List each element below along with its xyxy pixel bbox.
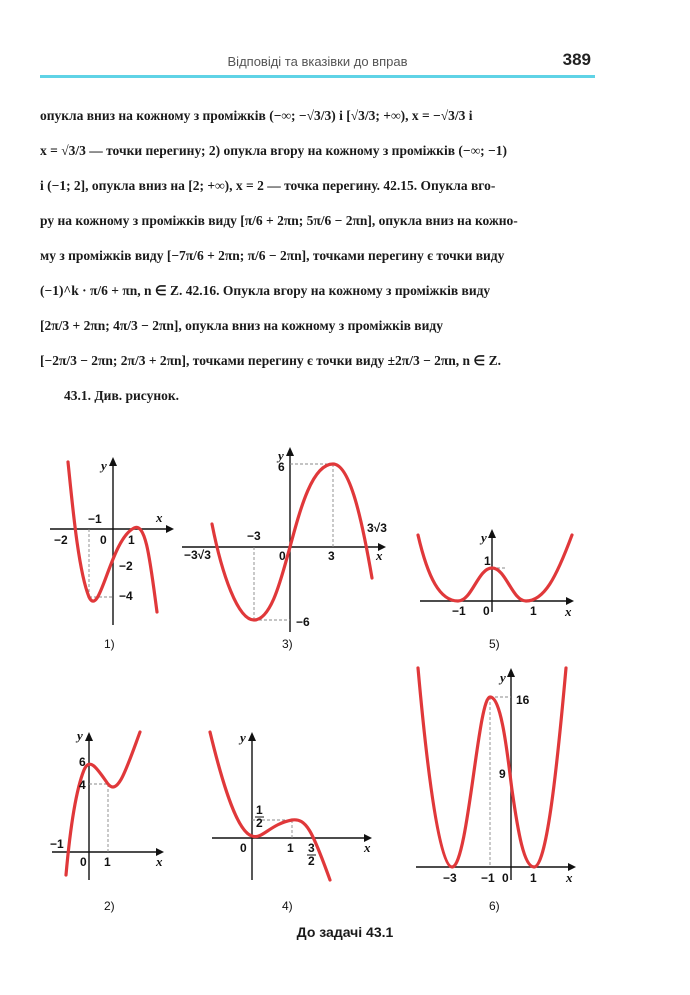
tick-label: 2 (256, 816, 263, 830)
axis-label-y: y (500, 670, 506, 685)
tick-label: 1 (256, 803, 263, 817)
text-line: му з проміжків виду [−7π/6 + 2πn; π/6 − 2πn], точками перегину є точки виду (40, 248, 505, 263)
plot-5 (418, 529, 574, 651)
plot-3 (182, 447, 387, 651)
text-line: ру на кожному з проміжків виду [π/6 + 2πn; 5π/6 − 2πn], опукла вниз на кожно- (40, 213, 518, 228)
tick-label: −3√3 (184, 548, 211, 562)
tick-label: 4 (79, 778, 86, 792)
plot-caption: 4) (282, 899, 293, 913)
axis-label-y: y (77, 728, 83, 743)
axis-label-y: y (101, 458, 107, 473)
tick-label: −6 (296, 615, 310, 629)
y-arrow-icon (488, 529, 496, 538)
axis-label-x: x (565, 604, 572, 619)
tick-label: 16 (516, 693, 530, 707)
tick-label: −1 (481, 871, 495, 885)
tick-label: 0 (483, 604, 490, 618)
plot-caption: 3) (282, 637, 293, 651)
tick-label: −3 (443, 871, 457, 885)
y-arrow-icon (85, 732, 93, 741)
axis-label-x: x (376, 548, 383, 563)
axis-label-y: y (240, 730, 246, 745)
tick-label: 2 (308, 854, 315, 868)
plot-caption: 2) (104, 899, 115, 913)
axis-label-y: y (278, 448, 284, 463)
axis-label-x: x (156, 854, 163, 869)
tick-label: 0 (240, 841, 247, 855)
curve (66, 732, 140, 875)
plot-2 (50, 728, 164, 913)
tick-label: −3 (247, 529, 261, 543)
text-line: x = √3/3 — точки перегину; 2) опукла вгору на кожному з проміжків (−∞; −1) (40, 143, 507, 158)
tick-label: −2 (54, 533, 68, 547)
plot-caption: 6) (489, 899, 500, 913)
plot-1 (50, 457, 174, 651)
axis-label-x: x (364, 840, 371, 855)
text-line: 43.1. Див. рисунок. (64, 388, 180, 403)
tick-label: 3√3 (367, 521, 387, 535)
tick-label: −4 (119, 589, 133, 603)
running-title: Відповіді та вказівки до вправ (227, 54, 408, 69)
tick-label: 1 (484, 554, 491, 568)
tick-label: 1 (530, 604, 537, 618)
text-line: (−1)^k · π/6 + πn, n ∈ Z. 42.16. Опукла вгору на кожному з проміжків виду (40, 283, 491, 298)
curve (212, 464, 372, 620)
plot-caption: 5) (489, 637, 500, 651)
tick-label: 0 (279, 549, 286, 563)
y-arrow-icon (286, 447, 294, 456)
axis-label-x: x (156, 510, 163, 525)
tick-label: 0 (100, 533, 107, 547)
y-arrow-icon (109, 457, 117, 466)
tick-label: −1 (452, 604, 466, 618)
y-arrow-icon (507, 668, 515, 677)
tick-label: −2 (119, 559, 133, 573)
tick-label: 0 (80, 855, 87, 869)
tick-label: 1 (128, 533, 135, 547)
tick-label: 1 (530, 871, 537, 885)
tick-label: −1 (88, 512, 102, 526)
x-arrow-icon (166, 525, 174, 533)
tick-label: 6 (278, 460, 285, 474)
text-line: і (−1; 2], опукла вниз на [2; +∞), x = 2 — точка перегину. 42.15. Опукла вго- (40, 178, 496, 193)
curve (418, 668, 566, 867)
plot-4 (210, 730, 372, 913)
text-line: опукла вниз на кожному з проміжків (−∞; −√3/3) і [√3/3; +∞), x = −√3/3 і (40, 108, 473, 123)
tick-label: 9 (499, 767, 506, 781)
tick-label: 6 (79, 755, 86, 769)
tick-label: 0 (502, 871, 509, 885)
text-line: [−2π/3 − 2πn; 2π/3 + 2πn], точками перегину є точки виду ±2π/3 − 2πn, n ∈ Z. (40, 353, 501, 368)
figure-caption: До задачі 43.1 (296, 924, 394, 940)
text-line: [2π/3 + 2πn; 4π/3 − 2πn], опукла вниз на кожному з проміжків виду (40, 318, 443, 333)
plot-caption: 1) (104, 637, 115, 651)
page-number: 389 (562, 50, 591, 69)
axis-label-y: y (481, 530, 487, 545)
curve (418, 535, 572, 601)
tick-label: −1 (50, 837, 64, 851)
plot-6 (416, 668, 576, 913)
tick-label: 3 (328, 549, 335, 563)
axis-label-x: x (566, 870, 573, 885)
y-arrow-icon (248, 732, 256, 741)
tick-label: 1 (104, 855, 111, 869)
tick-label: 3 (308, 841, 315, 855)
tick-label: 1 (287, 841, 294, 855)
